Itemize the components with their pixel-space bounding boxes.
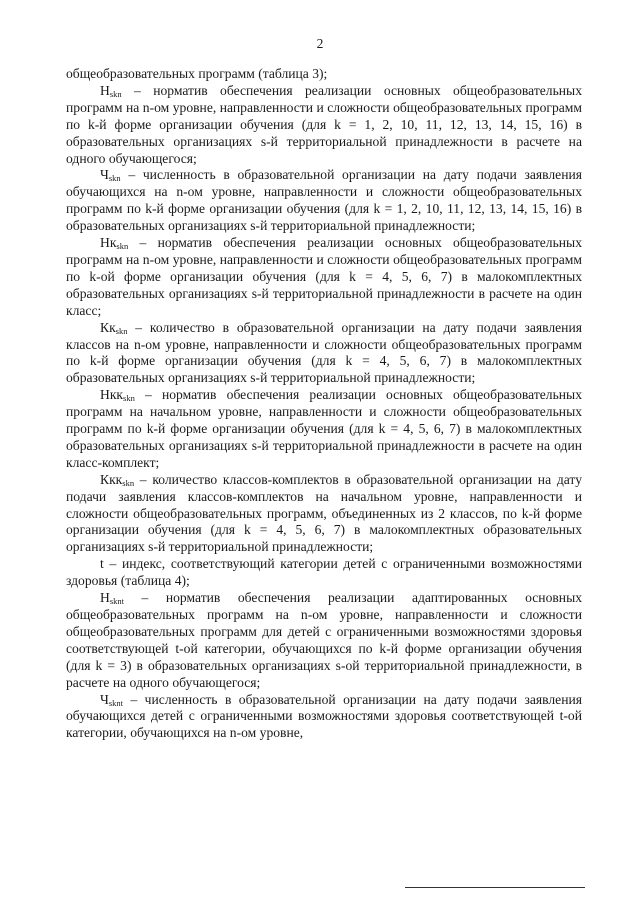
term-letter: Н [100,590,110,606]
paragraph-text: – норматив обеспечения реализации основных общеобразовательных программ на n-ом уровне, направленности и сложности общеобразовательных программ по k-ой форме организации обучения (для k = 4, 5, 6, 7) в малокомплектных образовательных организациях s-й территориальной принадлежности в расчете на один класс; [66,235,582,318]
paragraph-p3 [66,235,582,320]
paragraph-text: – численность в образовательной организации на дату подачи заявления обучающихся на n-ом уровне, направленности и сложности общеобразовательных программ по k-й форме организации обучения (для k = 1, 2, 10, 11, 12, 13, 14, 15, 16) в образовательных организациях s-й территориальной принадлежности; [66,167,582,234]
term-symbol [100,472,134,487]
paragraph-text: – количество классов-комплектов в образовательной организации на дату подачи заявления классов-комплектов на начальном уровне, направленности и сложности общеобразовательных программ, объединенных из 2 классов, по k-й форме организации обучения (для k = 4, 5, 6, 7) в малокомплектных образовательных организациях s-й территориальной принадлежности; [66,471,582,555]
paragraph-p1 [66,83,582,168]
document-body [66,66,582,742]
term-letter: Ч [100,691,109,707]
term-symbol [100,387,135,402]
term-letter: Нк [100,235,117,251]
footer-rule [405,887,585,888]
paragraph-text: – норматив обеспечения реализации основных общеобразовательных программ на n-ом уровне, направленности и сложности общеобразовательных программ по k-й форме организации обучения (для k = 1, 2, 10, 11, 12, 13, 14, 15, 16) в образовательных организациях s-й территориальной принадлежности в расчете на одного обучающегося; [66,82,582,166]
term-symbol [100,692,123,707]
term-subscript: skn [116,241,129,252]
paragraph-p6 [66,472,582,557]
paragraph-p9 [66,692,582,743]
paragraph-p8 [66,590,582,691]
paragraph-p5 [66,387,582,472]
term-letter: Ч [100,167,109,183]
term-subscript: skn [122,477,135,488]
paragraph-text: – норматив обеспечения реализации основных общеобразовательных программ на начальном уровне, направленности и сложности общеобразовательных программ по k-й форме организации обучения (для k = 4, 5, 6, 7) в малокомплектных образовательных организациях s-й территориальной принадлежности в расчете на один класс-комплект; [66,387,582,470]
page-number: 2 [316,36,324,51]
paragraph-p2 [66,167,582,235]
paragraph-text: – численность в образовательной организации на дату подачи заявления обучающихся детей с ограниченными возможностями здоровья соответствующей t-ой категории, обучающихся на n-ом уровне, [66,691,582,741]
term-subscript: skn [123,393,135,404]
term-subscript: sknt [108,697,124,708]
term-symbol [100,83,122,98]
paragraph-p4 [66,320,582,388]
term-subscript: skn [108,173,121,184]
term-letter: Н [100,82,110,98]
term-symbol [100,320,127,335]
term-symbol [100,235,128,250]
paragraph-p0 [66,66,582,83]
term-letter: Ккк [100,471,123,487]
term-subscript: skn [109,88,122,99]
paragraph-text: – количество в образовательной организации на дату подачи заявления классов на n-ом уровне, направленности и сложности общеобразовательных программ по k-й форме организации обучения (для k = 4, 5, 6, 7) в малокомплектных образовательных организациях s-й территориальной принадлежности; [66,319,582,386]
paragraph-p7 [66,556,582,590]
term-symbol [100,590,124,605]
paragraph-text: общеобразовательных программ (таблица 3); [66,66,328,81]
term-subscript: sknt [109,596,124,607]
term-letter: Кк [100,319,116,335]
term-letter: Нкк [100,387,124,403]
term-subscript: skn [115,325,128,336]
paragraph-text: t – индекс, соответствующий категории детей с ограниченными возможностями здоровья (таблица 4); [66,556,582,589]
term-symbol [100,167,121,182]
paragraph-text: – норматив обеспечения реализации адаптированных основных общеобразовательных программ на n-ом уровне, направленности и сложности общеобразовательных программ для детей с ограниченными возможностями здоровья соответствующей t-ой категории, обучающихся по k-й форме организации обучения (для k = 3) в образовательных организациях s-ой территориальной принадлежности, в расчете на одного обучающегося; [66,590,582,690]
